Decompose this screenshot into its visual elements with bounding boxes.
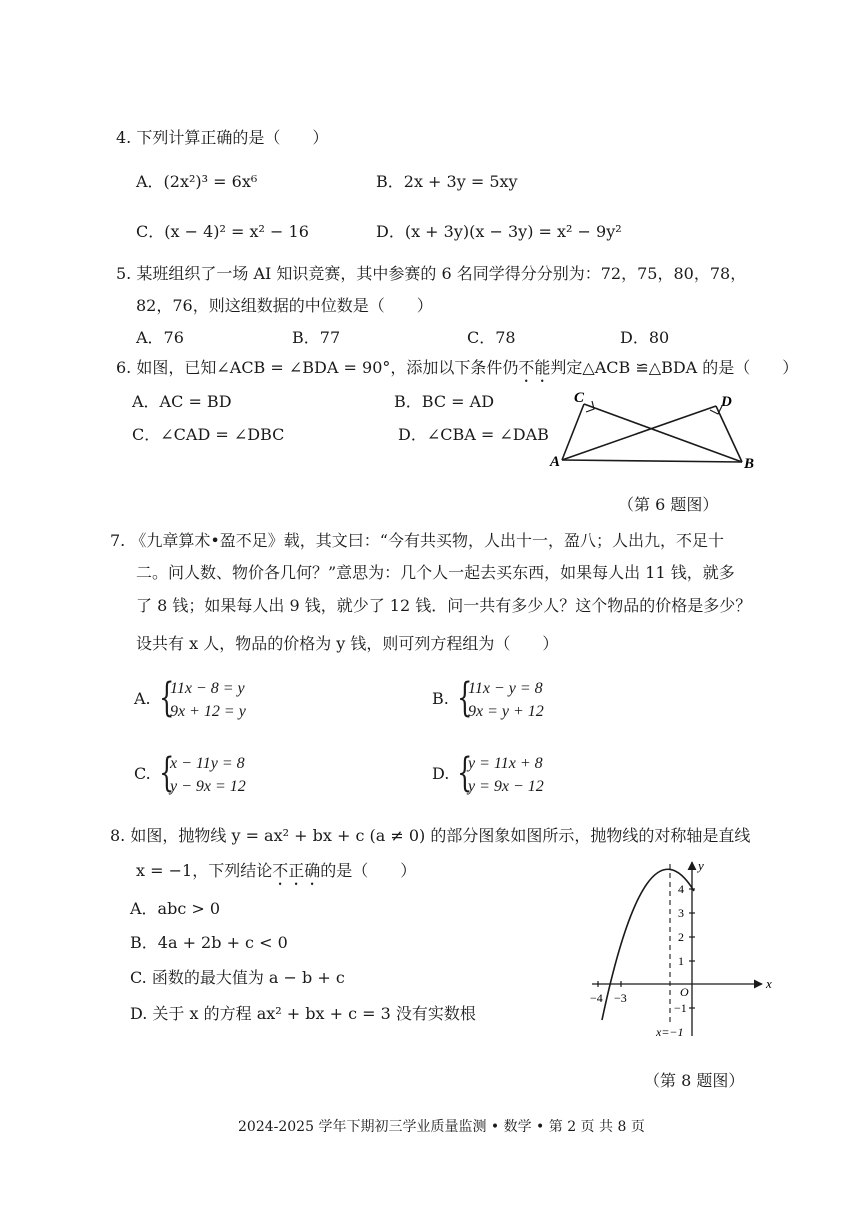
q5-option-c: C．78	[467, 328, 516, 347]
q8-option-b: B．4a + 2b + c < 0	[130, 933, 288, 952]
q6-option-d: D．∠CBA = ∠DAB	[398, 425, 549, 444]
q8-option-c: C. 函数的最大值为 a − b + c	[130, 968, 345, 987]
q7-option-c-eq2: y − 9x = 12	[170, 778, 246, 795]
q4-stem: 4. 下列计算正确的是（ ）	[116, 128, 329, 147]
q7-stem-line3: 了 8 钱；如果每人出 9 钱，就少了 12 钱．问一共有多少人？这个物品的价格是多少？	[136, 596, 752, 615]
page-footer: 2024-2025 学年下期初三学业质量监测 • 数学 • 第 2 页 共 8 页	[238, 1119, 645, 1135]
q8-stem-line1: 8. 如图，抛物线 y = ax² + bx + c (a ≠ 0) 的部分图象如图所示，抛物线的对称轴是直线	[110, 826, 751, 845]
q5-option-d: D．80	[620, 328, 670, 347]
q7-option-b-brace: {	[457, 675, 473, 721]
q6-figure	[548, 384, 768, 480]
q7-option-d-label: D.	[432, 764, 450, 783]
q7-option-b-label: B.	[432, 689, 449, 708]
q8-origin-label: O	[680, 985, 689, 999]
q4-option-d: D．(x + 3y)(x − 3y) = x² − 9y²	[376, 222, 622, 241]
q8-graph	[586, 856, 776, 1042]
q8-x-tick-neg4: −4	[590, 991, 603, 1005]
q7-stem-line4: 设共有 x 人，物品的价格为 y 钱，则可列方程组为（ ）	[136, 634, 559, 653]
q7-option-c-label: C.	[134, 764, 151, 783]
q8-option-a: A．abc > 0	[130, 899, 221, 918]
q7-option-c-brace: {	[159, 750, 175, 796]
q8-caption: （第 8 题图）	[644, 1071, 745, 1090]
q7-option-a-eq1: 11x − 8 = y	[170, 680, 245, 697]
q7-stem-line2: 二。问人数、物价各几何？”意思为：几个人一起去买东西，如果每人出 11 钱，就多	[136, 563, 735, 582]
q6-label-c: C	[574, 390, 585, 406]
q8-y-tick-4: 4	[678, 882, 684, 896]
q7-stem-line1: 7. 《九章算术•盈不足》载，其文曰：“今有共买物，人出十一，盈八；人出九，不足十	[110, 531, 724, 550]
q6-emphasis: 不能	[518, 358, 551, 377]
q8-y-label: y	[698, 858, 704, 873]
q7-option-c-eq1: x − 11y = 8	[170, 755, 245, 772]
q8-y-tick-2: 2	[678, 930, 684, 944]
q4-option-b: B．2x + 3y = 5xy	[376, 172, 518, 191]
q7-option-a-label: A.	[134, 689, 151, 708]
q6-caption: （第 6 题图）	[618, 495, 719, 514]
q6-label-b: B	[744, 456, 755, 472]
q8-option-d: D. 关于 x 的方程 ax² + bx + c = 3 没有实数根	[130, 1004, 476, 1023]
q8-y-tick-1: 1	[678, 954, 684, 968]
q8-y-tick-neg1: −1	[674, 1001, 687, 1015]
q7-option-b-eq2: 9x = y + 12	[468, 703, 544, 720]
q6-option-b: B．BC = AD	[394, 392, 495, 411]
q8-y-tick-3: 3	[678, 906, 684, 920]
q5-stem-line2: 82，76，则这组数据的中位数是（ ）	[136, 296, 433, 315]
q7-option-d-eq1: y = 11x + 8	[468, 755, 543, 772]
q8-stem-line2: x = −1，下列结论不正确的是（ ）	[136, 861, 417, 880]
q6-option-a: A．AC = BD	[132, 392, 232, 411]
q5-option-a: A．76	[136, 328, 184, 347]
q7-option-a-brace: {	[159, 675, 175, 721]
q4-option-a: A．(2x²)³ = 6x⁶	[136, 172, 258, 191]
q8-x-label: x	[766, 976, 772, 991]
q6-label-a: A	[550, 454, 561, 470]
q5-stem-line1: 5. 某班组织了一场 AI 知识竞赛，其中参赛的 6 名同学得分分别为：72，75，80，78，	[116, 264, 747, 283]
q8-x-tick-neg3: −3	[614, 991, 627, 1005]
q6-stem: 6. 如图，已知∠ACB = ∠BDA = 90°，添加以下条件仍不能判定△ACB ≌△BDA 的是（ ）	[116, 358, 799, 377]
q8-symmetry-label: x=−1	[656, 1025, 684, 1039]
q7-option-a-eq2: 9x + 12 = y	[170, 703, 246, 720]
q4-option-c: C．(x − 4)² = x² − 16	[136, 222, 309, 241]
q8-emphasis: 不正确	[272, 861, 321, 880]
q6-option-c: C．∠CAD = ∠DBC	[132, 425, 285, 444]
q7-option-d-eq2: y = 9x − 12	[468, 778, 544, 795]
q6-label-d: D	[721, 394, 732, 410]
q7-option-d-brace: {	[457, 750, 473, 796]
q5-option-b: B．77	[292, 328, 341, 347]
q7-option-b-eq1: 11x − y = 8	[468, 680, 543, 697]
